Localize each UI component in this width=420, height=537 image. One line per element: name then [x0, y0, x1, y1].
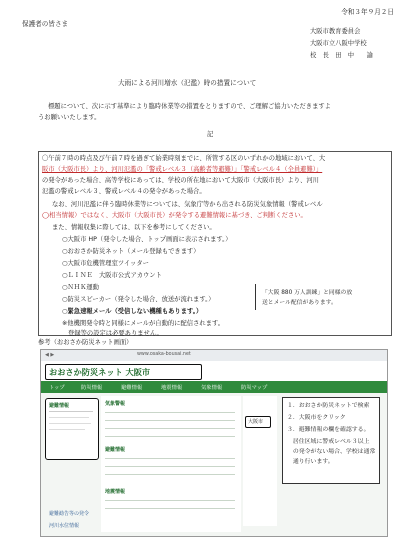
box-line7: また、情報収集に際しては、以下を参考にしてください。: [52, 224, 216, 231]
nav-item: 避難情報: [121, 385, 143, 391]
bousai-net-screenshot: [40, 349, 388, 537]
bottom-link[interactable]: 河川水位情報: [49, 523, 80, 529]
region-list: [243, 396, 277, 526]
callout-step: の発令がない場合、学校は通常: [287, 449, 376, 455]
box-line6: ◯相当情報）ではなく、大阪市（大阪市長）が発令する避難情報に基づき、ご判断ください。: [42, 212, 307, 219]
instruction-callout: [282, 397, 380, 484]
recipient: 保護者の皆さま: [22, 20, 69, 28]
evacuation-panel: [45, 398, 99, 460]
intro-line1: 標題について、次に示す基準により臨時休業等の措置をとりますので、ご理解ご協力いただきますよ: [48, 103, 331, 110]
callout-step: ３．避難情報の欄を確認する。: [287, 427, 370, 433]
box-line2: 阪市（大阪市長）より、河川氾濫の「警戒レベル３（高齢者等避難）」「警戒レベル４（全員避難）」: [42, 166, 323, 173]
nav-item: 地震情報: [161, 385, 183, 391]
date: 令和３年９月２日: [341, 8, 394, 16]
callout-step: 通り行います。: [287, 459, 334, 465]
info-item-nhk: ○ＮＨＫ運動: [62, 284, 99, 291]
section-title: 地震情報: [105, 489, 126, 495]
sender-line2: 大阪市立八阪中学校: [310, 40, 367, 47]
bottom-link[interactable]: 避難勧告等の発令: [49, 511, 90, 517]
ki-label: 記: [207, 131, 214, 138]
panel-title: 避難情報: [49, 403, 70, 409]
callout-step: 居住区域に警戒レベル３以上: [287, 439, 370, 445]
sender-line1: 大阪市教育委員会: [310, 28, 361, 35]
info-item-speaker: ○防災スピーカー（発令した場合、放送が流れます。）: [62, 296, 215, 303]
intro-line2: うお願いいたします。: [38, 114, 101, 121]
section-title: 気象警報: [105, 401, 126, 407]
nav-item: 気象情報: [201, 385, 223, 391]
side-note-line1: 「大阪 880 万人訓練」と同様の放: [262, 290, 353, 296]
side-note-line2: 送とメール配信があります。: [262, 300, 337, 306]
box-line5: なお、河川氾濫に伴う臨時休業等については、気象庁等から出される防災気象情報（警戒レベル: [52, 201, 323, 208]
page-title: 大雨による河川増水（氾濫）時の措置について: [118, 79, 257, 87]
info-item-osaka-hp: ○大阪市 HP（発令した場合、トップ画面に表示されます。）: [62, 236, 232, 243]
info-item-bousai-net: ○おおさか防災ネット（メール登録もできます）: [62, 248, 200, 255]
osaka-city-button[interactable]: 大阪市: [245, 416, 271, 428]
info-item-twitter: ○大阪市危機管理室ツイッター: [62, 260, 149, 267]
site-logo: おおさか防災ネット 大阪市: [45, 364, 202, 380]
bracket-line: [255, 284, 257, 310]
note-line1: ※他機関発令時と同様にメールが自動的に配信されます。: [62, 320, 225, 327]
section-title: 避難情報: [105, 447, 126, 453]
nav-item: 防災マップ: [241, 385, 268, 391]
site-nav: [41, 381, 387, 393]
nav-item: トップ: [49, 385, 65, 391]
nav-item: 防災情報: [81, 385, 103, 391]
box-line3: の発令があった場合、高等学校にあっては、学校の所在地において大阪市（大阪市長）より、河川: [42, 177, 319, 184]
note-line2: 登録等の設定は必要ありません。: [68, 330, 163, 337]
info-item-line: ○ＬＩＮＥ 大阪市公式アカウント: [62, 272, 162, 279]
callout-step: １．おおさか防災ネットで検索: [287, 403, 370, 409]
info-item-emergency-mail: ○緊急速報メール（受信しない機種もあります。）: [62, 308, 203, 315]
box-line1: 〇午前７時の時点及び午前７時を過ぎて始業時刻までに、所管する区のいずれかの地域において、大: [42, 155, 326, 162]
reference-label: 参考（おおさか防災ネット画面）: [38, 339, 133, 346]
sender-line3: 校 長 田 中 諭: [310, 52, 373, 59]
back-icon: ◀ ▶: [45, 352, 55, 358]
callout-step: ２．大阪市をクリック: [287, 415, 346, 421]
address-bar: www.osaka-bousai.net: [137, 352, 191, 357]
content-area: [101, 396, 241, 532]
box-line4: 氾濫の警戒レベル３、警戒レベル４の発令があった場合。: [42, 188, 206, 195]
